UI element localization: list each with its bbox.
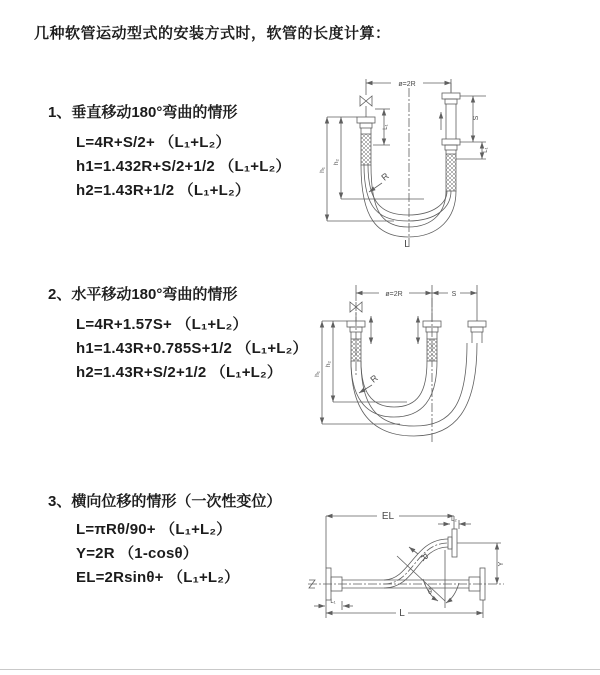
formula-line: h1=1.43R+0.785S+1/2 （L₁+L₂） [76,340,308,357]
diagram-horizontal-180-bend [310,276,590,450]
left-pipe-fitting [357,117,375,165]
radius-label: R [379,170,391,183]
formula-line: L=4R+1.57S+ （L₁+L₂） [76,316,248,333]
diagram-1-linework [327,79,486,246]
section-1-heading: 1、垂直移动180°弯曲的情形 [48,104,238,121]
section-3-formulas [76,518,281,590]
section-1-formulas [76,131,291,203]
formula-line: EL=2Rsinθ+ （L₁+L₂） [76,569,240,586]
diagram-3-linework [308,516,504,618]
section-2-formulas [76,313,308,385]
formula-line: Y=2R （1-cosθ） [76,545,198,562]
formula-line: h2=1.43R+S/2+1/2 （L₁+L₂） [76,364,283,381]
dim-label-h1: h₁ [319,167,326,173]
dim-label-s: S [451,291,457,298]
radius-label: R [368,372,380,385]
dim-label-l1: L₁ [330,599,336,605]
braid-section [351,339,361,361]
section-3 [48,490,281,590]
hose-s-curve [384,539,448,588]
dim-label-l1-right: L₁ [483,147,489,153]
formula-line: h1=1.432R+S/2+1/2 （L₁+L₂） [76,158,291,175]
diagram-vertical-180-bend [318,70,592,252]
diagram-lateral-displacement [296,496,600,654]
dim-label-s: S [473,115,480,121]
length-label: L [404,239,410,250]
dim-label-l2: L₂ [451,517,457,523]
valve-icon [360,96,372,117]
left-pipe-fitting [347,321,365,361]
dim-label-l1-left: L₁ [383,124,389,130]
braid-section [427,339,437,361]
formula-line: L=πRθ/90+ （L₁+L₂） [76,521,232,538]
radius-label: R [418,551,431,563]
page-bottom-divider [0,669,600,670]
right-pipe-fitting [468,321,486,343]
hose-curves [361,165,456,237]
diagram-2-linework [322,285,486,444]
page-title: 几种软管运动型式的安装方式时，软管的长度计算： [34,25,391,42]
formula-line: L=4R+S/2+ （L₁+L₂） [76,134,231,151]
hose-curves [351,343,477,436]
length-label: L [399,608,405,619]
right-pipe-fitting [441,83,460,191]
top-right-flange [448,529,457,557]
dim-label-2r: ø=2R [398,81,416,88]
braid-section [361,134,371,165]
section-3-heading: 3、横向位移的情形（一次性变位） [48,493,282,510]
dim-label-h1: h₁ [314,371,321,377]
section-2-heading: 2、水平移动180°弯曲的情形 [48,286,238,303]
dim-label-el: EL [381,511,395,522]
angle-label: θ [428,589,432,596]
dim-label-y: Y [498,561,505,567]
dim-label-h2: h₂ [325,360,332,368]
formula-line: h2=1.43R+1/2 （L₁+L₂） [76,182,251,199]
section-2 [48,283,308,385]
middle-pipe-fitting [423,321,441,361]
section-1 [48,101,291,203]
braid-section [446,154,456,191]
dim-label-h2: h₂ [333,158,340,166]
dim-label-2r: ø=2R [385,291,403,298]
